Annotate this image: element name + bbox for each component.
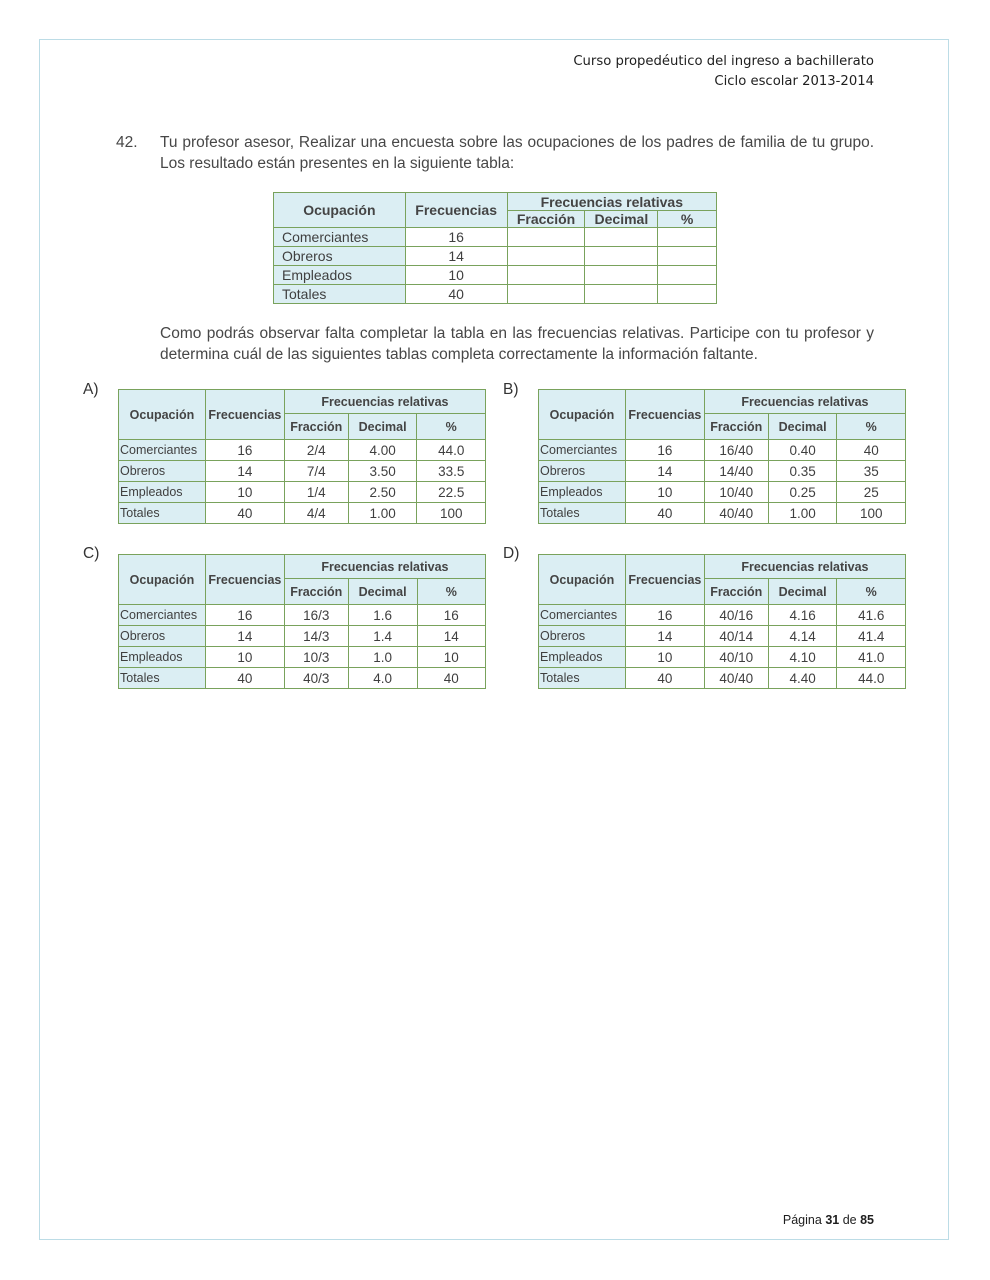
table-row [539, 647, 906, 668]
row-decimal: 1.00 [348, 503, 417, 524]
table-row [119, 647, 486, 668]
option-d-label: D) [503, 545, 520, 562]
row-porcentaje: 14 [417, 626, 486, 647]
table-row [539, 440, 906, 461]
question-text: Tu profesor asesor, Realizar una encuesta sobre las ocupaciones de los padres de familia de tu grupo. Los resultado están presentes en la siguiente tabla: [160, 134, 874, 172]
row-frecuencia: 14 [625, 626, 704, 647]
header-ocupacion: Ocupación [119, 555, 206, 605]
table-row [539, 626, 906, 647]
table-row [119, 668, 486, 689]
row-label: Totales [539, 503, 626, 524]
row-porcentaje: 22.5 [417, 482, 486, 503]
row-frecuencia: 16 [405, 228, 507, 247]
row-label: Totales [119, 668, 206, 689]
row-decimal: 0.35 [768, 461, 837, 482]
row-label: Obreros [119, 461, 206, 482]
row-label: Obreros [274, 247, 406, 266]
row-frecuencia: 16 [625, 440, 704, 461]
row-frecuencia: 40 [405, 285, 507, 304]
empty-decimal-cell [585, 247, 658, 266]
row-label: Comerciantes [274, 228, 406, 247]
row-label: Comerciantes [539, 440, 626, 461]
empty-decimal-cell [585, 266, 658, 285]
option-a-label: A) [83, 381, 99, 398]
row-label: Empleados [119, 647, 206, 668]
header-porcentaje: % [417, 579, 486, 605]
row-frecuencia: 40 [205, 503, 284, 524]
option-b-label: B) [503, 381, 519, 398]
row-frecuencia: 10 [625, 482, 704, 503]
row-decimal: 2.50 [348, 482, 417, 503]
row-decimal: 1.4 [348, 626, 417, 647]
row-decimal: 4.10 [768, 647, 837, 668]
row-decimal: 1.0 [348, 647, 417, 668]
header-fraccion: Fracción [704, 414, 768, 440]
row-frecuencia: 40 [625, 503, 704, 524]
row-label: Comerciantes [119, 605, 206, 626]
table-row [119, 626, 486, 647]
row-decimal: 0.40 [768, 440, 837, 461]
header-porcentaje: % [837, 414, 906, 440]
row-frecuencia: 16 [205, 605, 284, 626]
row-fraccion: 14/40 [704, 461, 768, 482]
question-instructions: Como podrás observar falta completar la tabla en las frecuencias relativas. Participe con tu profesor y determina cuál de las siguientes tablas completa correctamente la información faltante. [160, 325, 874, 363]
header-fraccion: Fracción [704, 579, 768, 605]
empty-fraccion-cell [507, 285, 585, 304]
row-label: Empleados [119, 482, 206, 503]
header-decimal: Decimal [768, 414, 837, 440]
row-fraccion: 40/3 [284, 668, 348, 689]
row-label: Obreros [539, 626, 626, 647]
row-frecuencia: 10 [405, 266, 507, 285]
option-b-table [538, 389, 906, 524]
row-decimal: 4.0 [348, 668, 417, 689]
row-fraccion: 7/4 [284, 461, 348, 482]
empty-fraccion-cell [507, 247, 585, 266]
table-row [274, 247, 717, 266]
table-row [274, 285, 717, 304]
row-label: Totales [119, 503, 206, 524]
header-frecuencias: Frecuencias [205, 390, 284, 440]
row-fraccion: 40/40 [704, 668, 768, 689]
row-frecuencia: 40 [625, 668, 704, 689]
row-fraccion: 1/4 [284, 482, 348, 503]
header-fraccion: Fracción [284, 579, 348, 605]
footer-of: de [842, 1213, 857, 1227]
table-row [119, 440, 486, 461]
row-porcentaje: 33.5 [417, 461, 486, 482]
row-fraccion: 4/4 [284, 503, 348, 524]
header-fraccion: Fracción [507, 211, 585, 228]
row-porcentaje: 100 [837, 503, 906, 524]
header-porcentaje: % [417, 414, 486, 440]
header-ocupacion: Ocupación [539, 555, 626, 605]
row-frecuencia: 14 [205, 626, 284, 647]
header-school-year: Ciclo escolar 2013-2014 [714, 74, 874, 89]
table-row [539, 605, 906, 626]
row-porcentaje: 41.4 [837, 626, 906, 647]
table-row [119, 482, 486, 503]
empty-decimal-cell [585, 285, 658, 304]
row-decimal: 1.6 [348, 605, 417, 626]
row-fraccion: 2/4 [284, 440, 348, 461]
option-d-table [538, 554, 906, 689]
question-number: 42. [116, 134, 138, 151]
row-decimal: 1.00 [768, 503, 837, 524]
row-porcentaje: 40 [417, 668, 486, 689]
empty-fraccion-cell [507, 266, 585, 285]
header-frecuencias: Frecuencias [205, 555, 284, 605]
row-decimal: 4.14 [768, 626, 837, 647]
row-fraccion: 40/16 [704, 605, 768, 626]
row-decimal: 0.25 [768, 482, 837, 503]
row-porcentaje: 44.0 [417, 440, 486, 461]
row-frecuencia: 40 [205, 668, 284, 689]
header-ocupacion: Ocupación [274, 193, 406, 228]
option-c-table [118, 554, 486, 689]
row-fraccion: 10/3 [284, 647, 348, 668]
row-label: Empleados [539, 647, 626, 668]
header-frecuencias: Frecuencias [625, 390, 704, 440]
row-fraccion: 14/3 [284, 626, 348, 647]
header-frecuencias-relativas: Frecuencias relativas [704, 390, 905, 414]
row-label: Obreros [119, 626, 206, 647]
row-porcentaje: 44.0 [837, 668, 906, 689]
empty-pct-cell [658, 266, 717, 285]
table-row [539, 461, 906, 482]
empty-pct-cell [658, 285, 717, 304]
row-frecuencia: 14 [405, 247, 507, 266]
row-label: Empleados [539, 482, 626, 503]
table-row [274, 266, 717, 285]
footer-page-number: 31 [825, 1213, 840, 1227]
row-fraccion: 40/10 [704, 647, 768, 668]
row-decimal: 4.16 [768, 605, 837, 626]
header-ocupacion: Ocupación [119, 390, 206, 440]
header-decimal: Decimal [348, 579, 417, 605]
empty-pct-cell [658, 247, 717, 266]
survey-table [273, 192, 717, 304]
header-frecuencias: Frecuencias [625, 555, 704, 605]
row-decimal: 3.50 [348, 461, 417, 482]
option-a-table [118, 389, 486, 524]
header-frecuencias-relativas: Frecuencias relativas [704, 555, 905, 579]
table-row [539, 668, 906, 689]
row-frecuencia: 10 [205, 647, 284, 668]
row-decimal: 4.00 [348, 440, 417, 461]
header-frecuencias-relativas: Frecuencias relativas [284, 390, 485, 414]
header-decimal: Decimal [585, 211, 658, 228]
row-fraccion: 16/40 [704, 440, 768, 461]
row-frecuencia: 16 [205, 440, 284, 461]
question-block [116, 132, 874, 174]
row-frecuencia: 14 [205, 461, 284, 482]
row-porcentaje: 25 [837, 482, 906, 503]
footer-total-pages: 85 [860, 1213, 874, 1227]
header-frecuencias-relativas: Frecuencias relativas [284, 555, 485, 579]
table-row [119, 503, 486, 524]
row-fraccion: 40/14 [704, 626, 768, 647]
option-c-label: C) [83, 545, 100, 562]
table-row [539, 503, 906, 524]
row-label: Obreros [539, 461, 626, 482]
row-porcentaje: 41.6 [837, 605, 906, 626]
row-porcentaje: 35 [837, 461, 906, 482]
header-porcentaje: % [837, 579, 906, 605]
row-frecuencia: 16 [625, 605, 704, 626]
header-porcentaje: % [658, 211, 717, 228]
header-fraccion: Fracción [284, 414, 348, 440]
row-decimal: 4.40 [768, 668, 837, 689]
page-header [573, 52, 874, 92]
empty-decimal-cell [585, 228, 658, 247]
footer-page-prefix: Página [782, 1213, 822, 1227]
header-frecuencias-relativas: Frecuencias relativas [507, 193, 716, 211]
table-row [119, 461, 486, 482]
row-fraccion: 10/40 [704, 482, 768, 503]
row-porcentaje: 16 [417, 605, 486, 626]
row-fraccion: 40/40 [704, 503, 768, 524]
row-label: Totales [274, 285, 406, 304]
table-row [539, 482, 906, 503]
page-footer [783, 1213, 874, 1227]
row-porcentaje: 100 [417, 503, 486, 524]
header-frecuencias: Frecuencias [405, 193, 507, 228]
row-porcentaje: 41.0 [837, 647, 906, 668]
row-label: Comerciantes [539, 605, 626, 626]
row-label: Totales [539, 668, 626, 689]
row-frecuencia: 14 [625, 461, 704, 482]
table-row [274, 228, 717, 247]
header-decimal: Decimal [348, 414, 417, 440]
header-ocupacion: Ocupación [539, 390, 626, 440]
row-porcentaje: 40 [837, 440, 906, 461]
header-decimal: Decimal [768, 579, 837, 605]
row-label: Comerciantes [119, 440, 206, 461]
empty-fraccion-cell [507, 228, 585, 247]
row-porcentaje: 10 [417, 647, 486, 668]
row-fraccion: 16/3 [284, 605, 348, 626]
table-row [119, 605, 486, 626]
row-label: Empleados [274, 266, 406, 285]
row-frecuencia: 10 [625, 647, 704, 668]
row-frecuencia: 10 [205, 482, 284, 503]
empty-pct-cell [658, 228, 717, 247]
header-course-title: Curso propedéutico del ingreso a bachillerato [573, 54, 874, 69]
